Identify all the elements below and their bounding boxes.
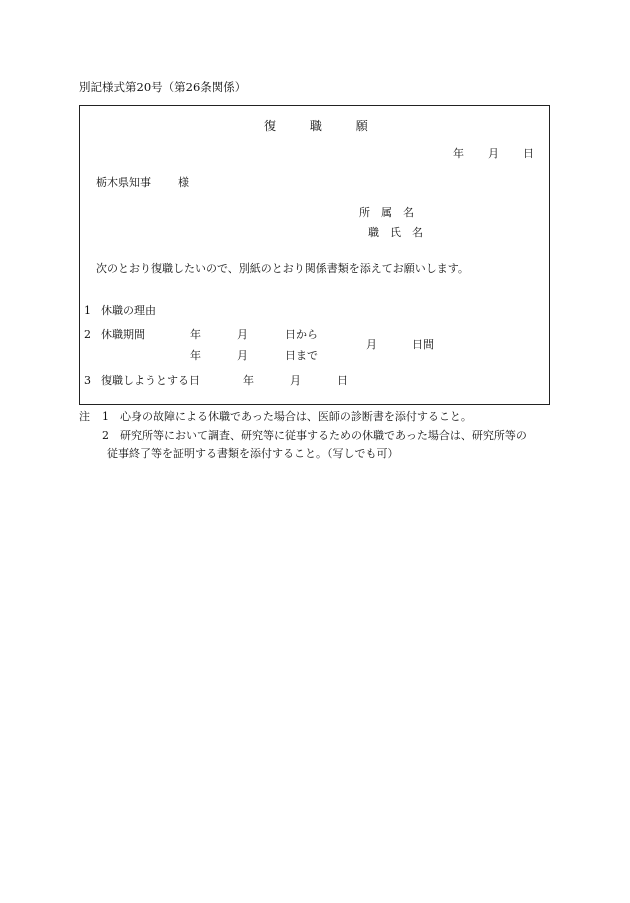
period-duration-days: 日間	[412, 338, 434, 351]
affiliation-label: 所 属 名	[359, 206, 414, 219]
addressee-honorific: 様	[178, 176, 189, 189]
item-2-label: 休職期間	[101, 328, 145, 341]
date-month: 月	[488, 147, 499, 160]
item-1-number: 1	[84, 304, 91, 317]
period-from-day: 日から	[285, 328, 318, 341]
name-label: 職 氏 名	[368, 226, 423, 239]
period-duration-month: 月	[366, 338, 377, 351]
form-title	[264, 120, 368, 132]
note-1-text: 心身の故障による休職であった場合は、医師の診断書を添付すること。	[120, 410, 472, 423]
addressee-name: 栃木県知事	[96, 176, 151, 189]
note-1-number: 1	[102, 410, 109, 423]
notes-prefix: 注	[79, 410, 90, 423]
item-3-number: 3	[84, 374, 91, 387]
period-to-month: 月	[237, 349, 248, 362]
title-char-3: 願	[355, 119, 368, 133]
item-3-label: 復職しようとする日	[101, 374, 200, 387]
period-from-month: 月	[237, 328, 248, 341]
return-month: 月	[290, 374, 301, 387]
note-2-number: 2	[102, 429, 109, 442]
date-year: 年	[453, 147, 464, 160]
return-year: 年	[243, 374, 254, 387]
item-2-number: 2	[84, 328, 91, 341]
return-day: 日	[337, 374, 348, 387]
period-from-year: 年	[190, 328, 201, 341]
period-to-day: 日まで	[285, 349, 318, 362]
title-char-1: 復	[264, 119, 277, 133]
note-2-text: 研究所等において調査、研究等に従事するための休職であった場合は、研究所等の	[120, 429, 527, 442]
request-text: 次のとおり復職したいので、別紙のとおり関係書類を添えてお願いします。	[96, 262, 469, 275]
form-label: 別記様式第20号（第26条関係）	[79, 80, 247, 94]
title-char-2: 職	[309, 119, 322, 133]
period-to-year: 年	[190, 349, 201, 362]
item-1-label: 休職の理由	[101, 304, 156, 317]
note-2-continuation: 従事終了等を証明する書類を添付すること。（写しでも可）	[107, 447, 399, 460]
date-day: 日	[523, 147, 534, 160]
